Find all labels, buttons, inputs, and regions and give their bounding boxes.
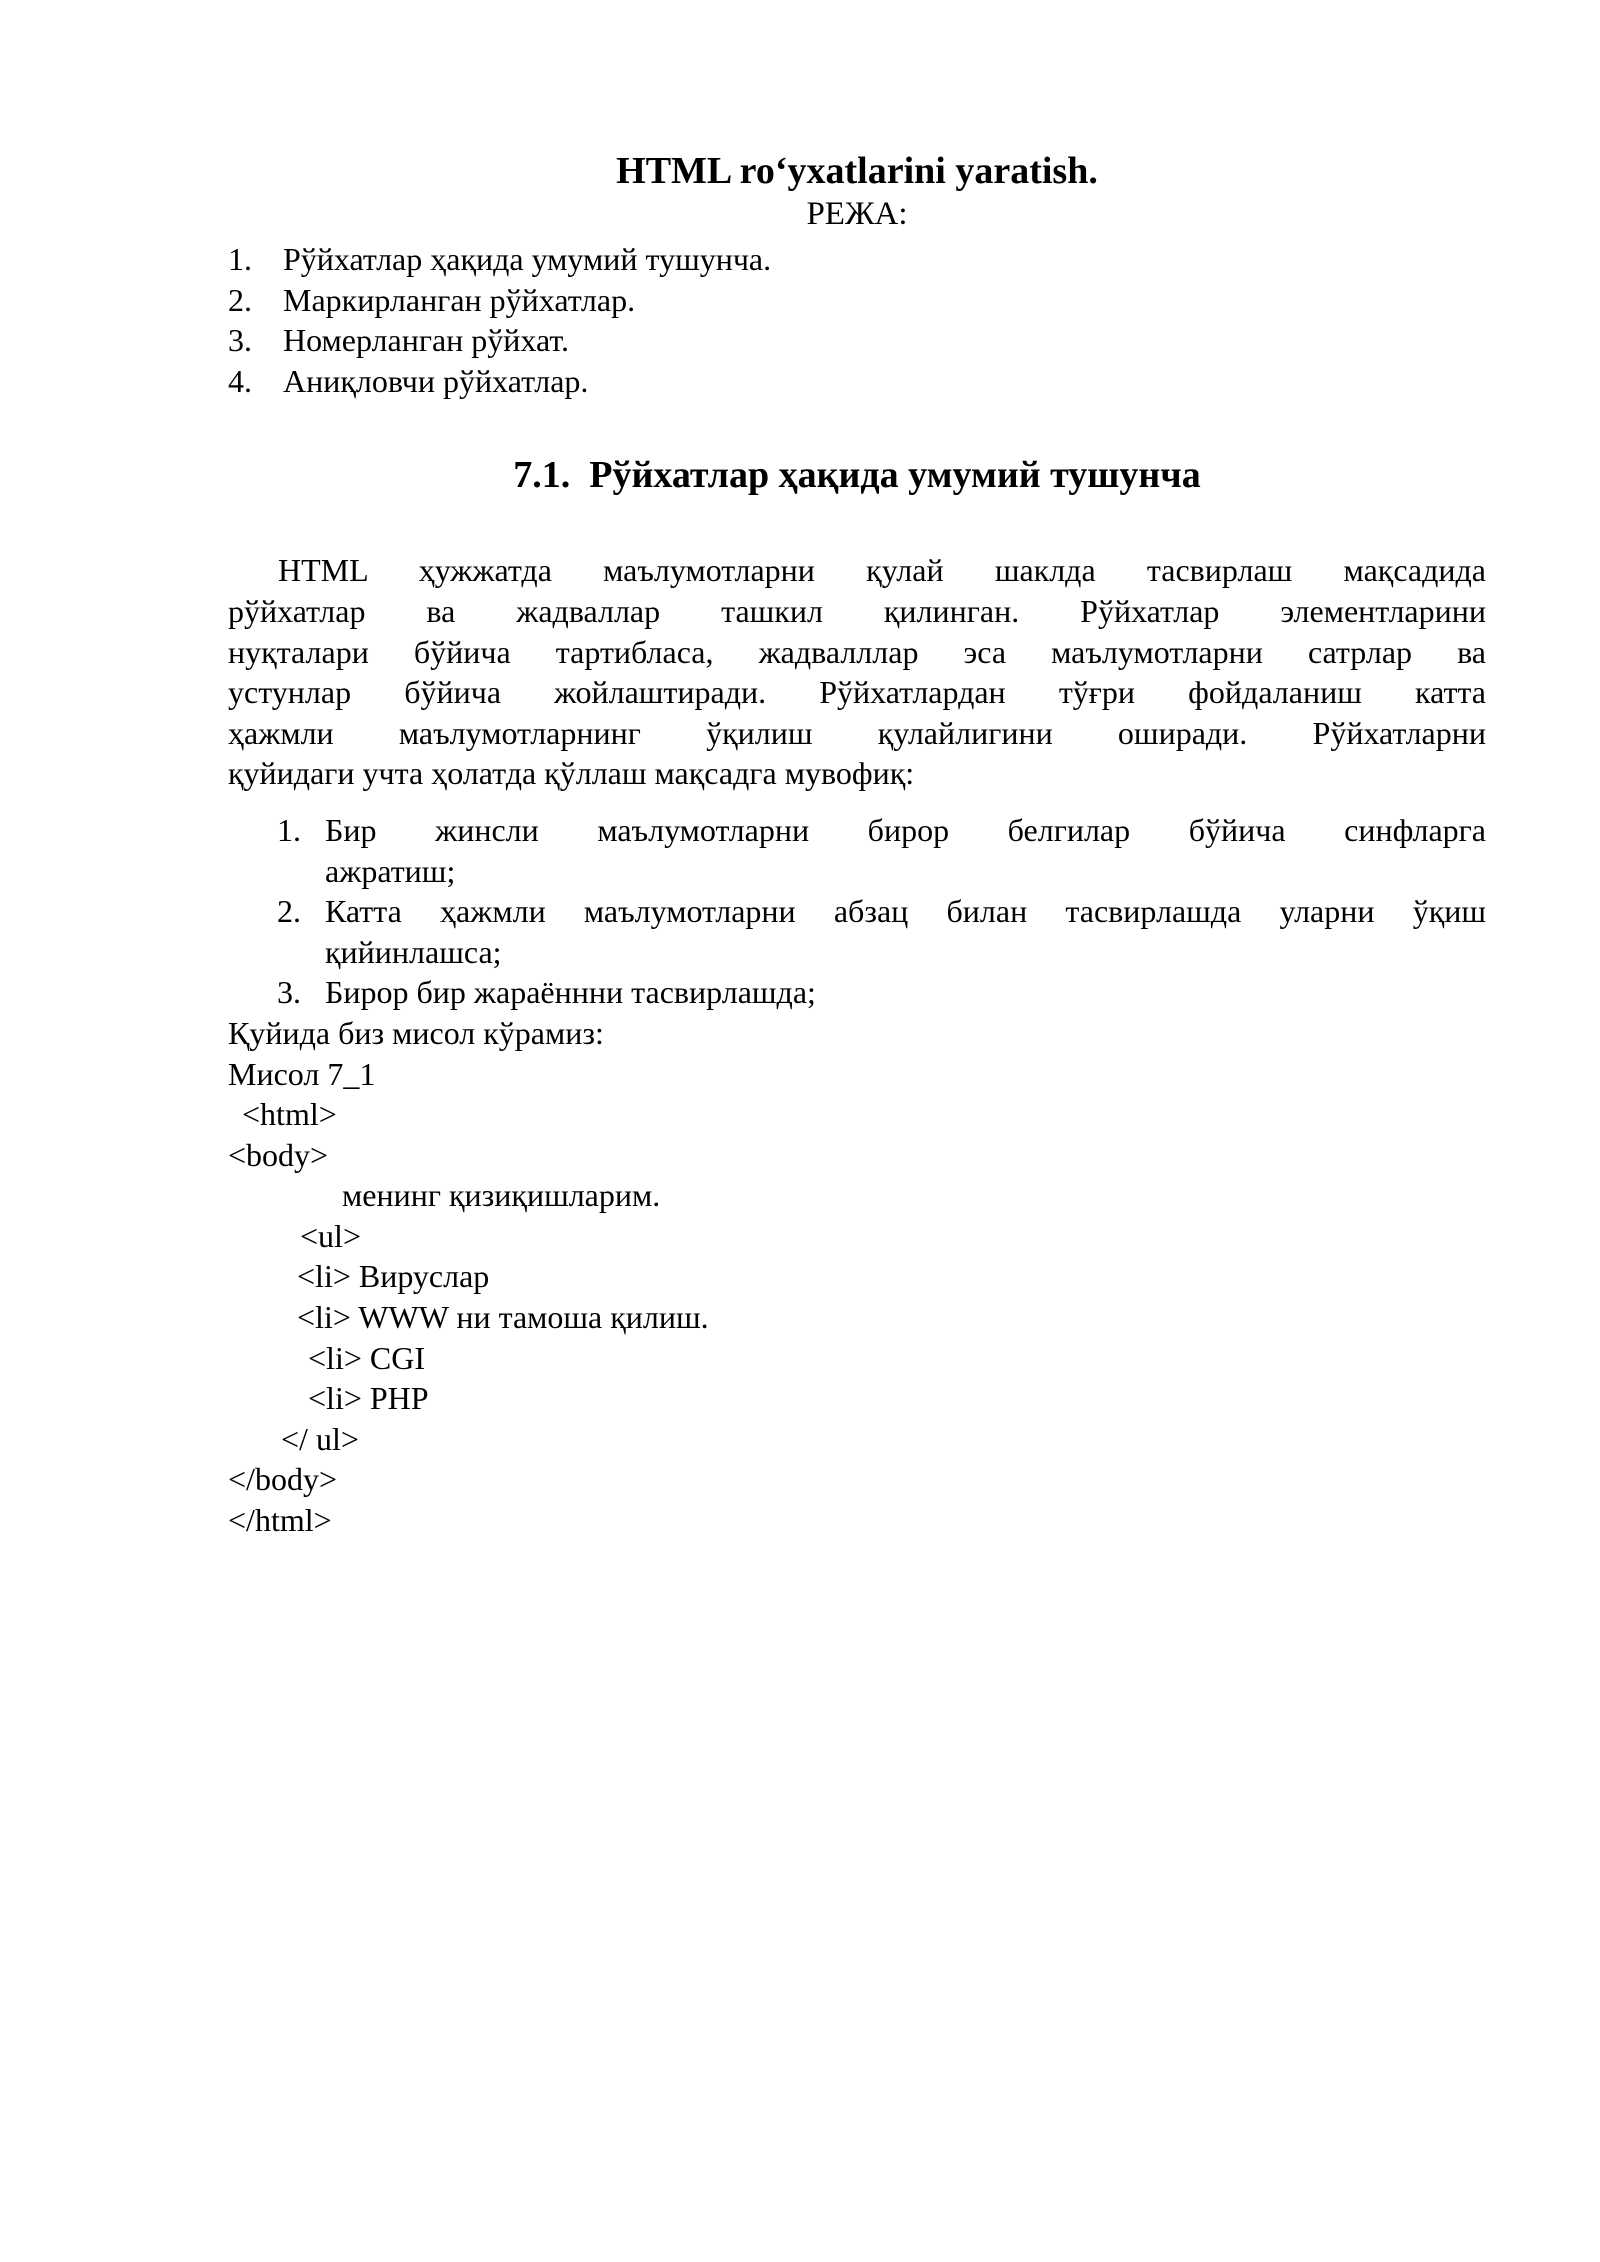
plan-item-text: Номерланган рўйхат. (283, 322, 569, 359)
code-line: <li> PHP (308, 1380, 429, 1417)
code-line: <li> WWW ни тамоша қилиш. (297, 1299, 709, 1336)
example-intro: Қуйида биз мисол кўрамиз: (228, 1014, 604, 1051)
intro-paragraph (228, 550, 1486, 794)
use-case-line: Бирор бир жараённни тасвирлашда; (325, 974, 816, 1011)
code-line: <li> CGI (308, 1339, 425, 1376)
paragraph-line: ҳажмли маълумотларнинг ўқилиш қулайлигини оширади. Рўйхатларни (228, 714, 1486, 751)
plan-item (228, 239, 1486, 280)
section-heading: 7.1. Рўйхатлар ҳақида умумий тушунча (513, 454, 1201, 497)
code-line: </body> (228, 1461, 337, 1498)
code-line: </ ul> (281, 1420, 359, 1457)
plan-item (228, 280, 1486, 321)
code-line: <ul> (300, 1217, 361, 1254)
plan-item-text: Рўйхатлар ҳақида умумий тушунча. (283, 241, 772, 277)
paragraph-line: қуйидаги учта ҳолатда қўллаш мақсадга мувофиқ: (228, 755, 915, 792)
code-line: менинг қизиқишларим. (342, 1177, 661, 1214)
code-line: <body> (228, 1136, 329, 1173)
use-case-item (228, 891, 1486, 972)
use-case-line: Бир жинсли маълумотларни бирор белгилар бўйича синфларга (325, 811, 1486, 848)
plan-list (228, 239, 1486, 401)
html-code-example (228, 1094, 1486, 1541)
plan-item-number: 1. (228, 241, 252, 277)
use-case-line: ажратиш; (325, 852, 456, 889)
plan-item-number: 2. (228, 281, 252, 318)
paragraph-line: нуқталари бўйича тартибласа, жадвалллар эса маълумотларни сатрлар ва (228, 633, 1486, 670)
paragraph-line: устунлар бўйича жойлаштиради. Рўйхатлардан тўғри фойдаланиш катта (228, 674, 1486, 711)
plan-heading: РЕЖА: (806, 196, 908, 232)
use-case-item (228, 972, 1486, 1013)
plan-item-number: 4. (228, 362, 252, 399)
use-case-number: 1. (277, 811, 301, 848)
use-case-line: Катта ҳажмли маълумотларни абзац билан тасвирлашда уларни ўқиш (325, 893, 1486, 930)
use-case-list (228, 810, 1486, 1013)
use-case-item (228, 810, 1486, 891)
paragraph-line: рўйхатлар ва жадваллар ташкил қилинган. Рўйхатлар элементларини (228, 592, 1486, 629)
code-line: </html> (228, 1502, 332, 1539)
use-case-line: қийинлашса; (325, 933, 502, 970)
plan-item-text: Маркирланган рўйхатлар. (283, 281, 636, 318)
plan-item-number: 3. (228, 322, 252, 359)
plan-item-text: Аниқловчи рўйхатлар. (283, 362, 589, 399)
plan-item (228, 361, 1486, 402)
use-case-number: 3. (277, 974, 301, 1011)
code-line: <html> (242, 1096, 337, 1133)
code-line: <li> Вируслар (297, 1258, 490, 1295)
example-label: Мисол 7_1 (228, 1055, 376, 1092)
document-title: HTML ro‘yxatlarini yaratish. (616, 150, 1098, 192)
plan-item (228, 320, 1486, 361)
use-case-number: 2. (277, 893, 301, 930)
paragraph-line: HTML ҳужжатда маълумотларни қулай шаклда тасвирлаш мақсадида (278, 552, 1486, 589)
